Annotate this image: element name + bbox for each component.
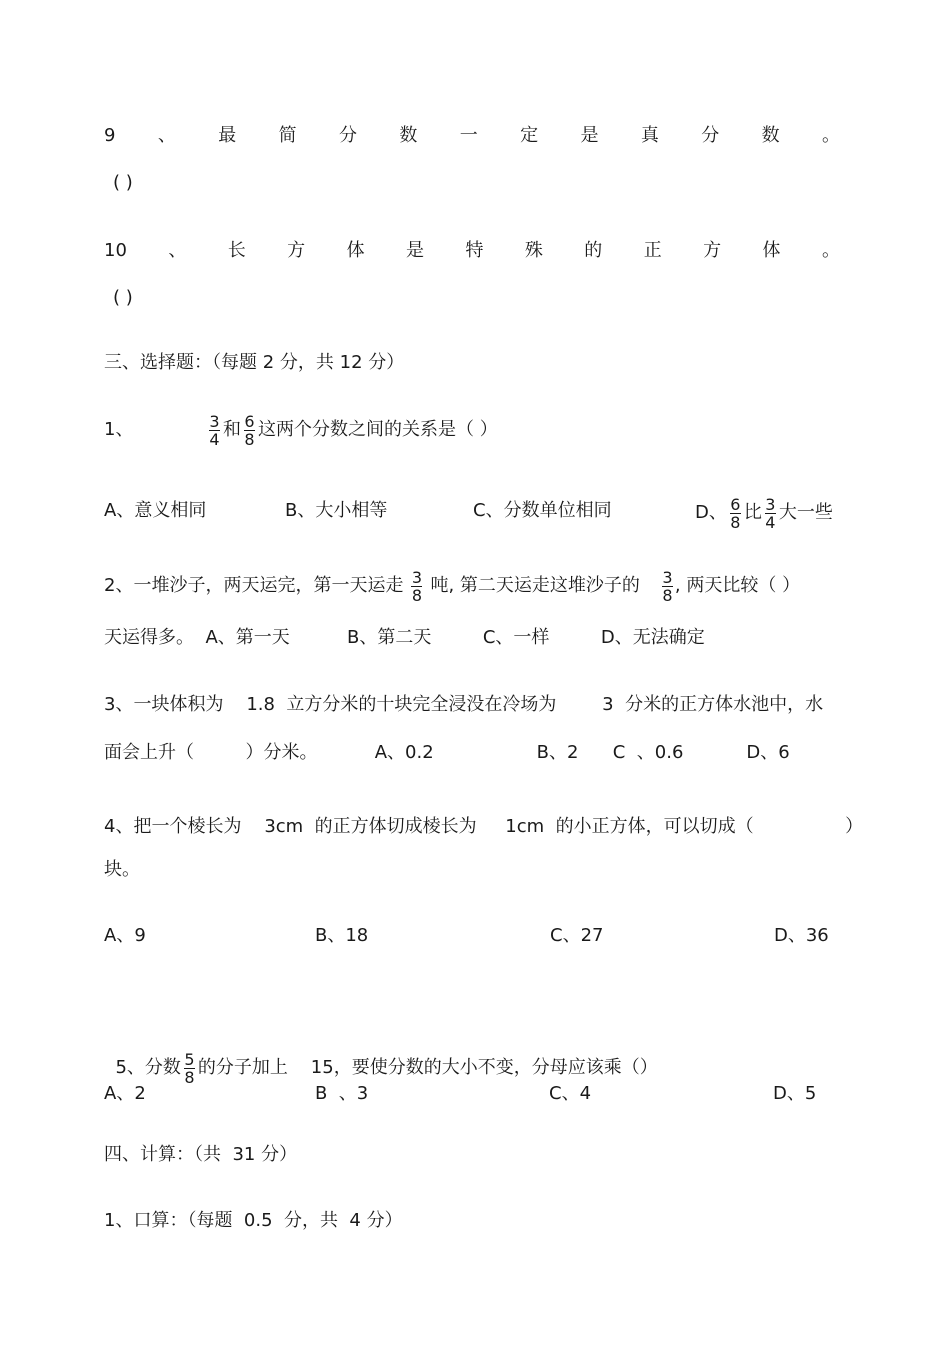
- question-char: 一: [459, 125, 478, 146]
- option-d-text: 大一些: [778, 502, 833, 523]
- mc-5-options: [104, 1082, 824, 1106]
- numerator: 6: [244, 411, 255, 431]
- section-4-title: 四、计算：（共 31 分）: [104, 1144, 298, 1165]
- stem-text: 吨, 第二天运走这堆沙子的: [430, 575, 640, 596]
- question-char: 体: [762, 240, 781, 261]
- option-d[interactable]: [695, 487, 833, 539]
- option-b[interactable]: B、大小相等: [285, 500, 388, 521]
- fraction: [765, 496, 776, 531]
- mc-question-1-stem: [206, 404, 498, 456]
- numerator: 3: [765, 494, 776, 514]
- question-char: 9: [104, 125, 116, 146]
- mc-question-2-line2: 天运得多。 A、第一天 B、第二天 C、一样 D、无法确定: [104, 627, 705, 648]
- stem-text: 这两个分数之间的关系是（ ）: [258, 419, 498, 440]
- question-char: 分: [701, 125, 720, 146]
- stem-text: 5、分数: [115, 1057, 181, 1078]
- question-char: 最: [218, 125, 237, 146]
- question-char: 方: [703, 240, 722, 261]
- option-b[interactable]: B 、3: [315, 1083, 369, 1104]
- question-char: 正: [643, 240, 662, 261]
- option-d[interactable]: D、5: [773, 1083, 817, 1104]
- tf-question-10: [104, 239, 840, 263]
- compare-text: 比: [743, 502, 762, 523]
- option-a[interactable]: A、2: [104, 1083, 146, 1104]
- option-a[interactable]: A、意义相同: [104, 500, 207, 521]
- denominator: 8: [244, 429, 255, 449]
- denominator: 4: [209, 429, 220, 449]
- question-char: 、: [168, 240, 187, 261]
- question-char: 。: [821, 240, 840, 261]
- stem-text: , 两天比较（ ）: [674, 575, 801, 596]
- mc-question-3-line2: 面会上升（ ）分米。 A、0.2 B、2 C 、0.6 D、6: [104, 742, 790, 763]
- question-char: 特: [465, 240, 484, 261]
- numerator: 5: [184, 1049, 195, 1069]
- question-char: 数: [399, 125, 418, 146]
- mc-4-options: [104, 924, 829, 948]
- option-c[interactable]: C、4: [549, 1083, 592, 1104]
- mc-question-2-stem: [104, 560, 800, 612]
- question-char: 的: [584, 240, 603, 261]
- numerator: 3: [411, 567, 423, 587]
- fraction: [244, 413, 255, 448]
- option-d[interactable]: D、36: [774, 925, 829, 946]
- tf-question-9: [104, 124, 840, 148]
- mc-1-options: [104, 487, 864, 539]
- option-d-label: D、: [695, 502, 727, 523]
- numerator: 3: [662, 567, 673, 587]
- denominator: 8: [184, 1067, 195, 1087]
- question-char: 分: [338, 125, 357, 146]
- question-char: 是: [580, 125, 599, 146]
- mc-question-3-line1: 3、一块体积为 1.8 立方分米的十块完全浸没在冷场为 3 分米的正方体水池中，水: [104, 694, 824, 715]
- question-char: 定: [520, 125, 539, 146]
- denominator: 8: [730, 512, 741, 532]
- question-char: 。: [821, 125, 840, 146]
- question-char: 长: [227, 240, 246, 261]
- fraction: [411, 569, 422, 604]
- mc-question-1-number: 1、: [104, 419, 134, 440]
- fraction: [209, 413, 220, 448]
- question-char: 数: [761, 125, 780, 146]
- numerator: 6: [730, 494, 741, 514]
- answer-blank-10[interactable]: ( ): [113, 287, 133, 308]
- denominator: 8: [662, 585, 673, 605]
- mc-question-5-stem: [104, 990, 658, 1094]
- option-a[interactable]: A、9: [104, 925, 146, 946]
- question-char: 体: [346, 240, 365, 261]
- section-3-title: 三、选择题：（每题 2 分，共 12 分）: [104, 352, 405, 373]
- fraction: [662, 569, 673, 604]
- denominator: 4: [765, 512, 776, 532]
- fraction: [730, 496, 741, 531]
- mc-question-4-line1: 4、把一个棱长为 3cm 的正方体切成棱长为 1cm 的小正方体，可以切成（ ）: [104, 816, 864, 837]
- option-c[interactable]: C、分数单位相同: [473, 500, 612, 521]
- option-b[interactable]: B、18: [315, 925, 369, 946]
- question-char: 真: [640, 125, 659, 146]
- stem-text: 2、一堆沙子，两天运完，第一天运走: [104, 575, 404, 596]
- calc-1-title: 1、口算：（每题 0.5 分，共 4 分）: [104, 1210, 403, 1231]
- denominator: 8: [411, 585, 423, 605]
- question-char: 是: [406, 240, 425, 261]
- mc-question-4-line2: 块。: [104, 859, 140, 880]
- option-c[interactable]: C、27: [550, 925, 604, 946]
- numerator: 3: [209, 411, 220, 431]
- question-char: 10: [104, 240, 127, 261]
- stem-text: 的分子加上 15，要使分数的大小不变，分母应该乘（）: [197, 1057, 658, 1078]
- fraction: [184, 1051, 195, 1086]
- question-char: 殊: [524, 240, 543, 261]
- answer-blank-9[interactable]: ( ): [113, 172, 133, 193]
- question-char: 简: [278, 125, 297, 146]
- question-char: 、: [157, 125, 176, 146]
- and-text: 和: [223, 419, 241, 440]
- question-char: 方: [287, 240, 306, 261]
